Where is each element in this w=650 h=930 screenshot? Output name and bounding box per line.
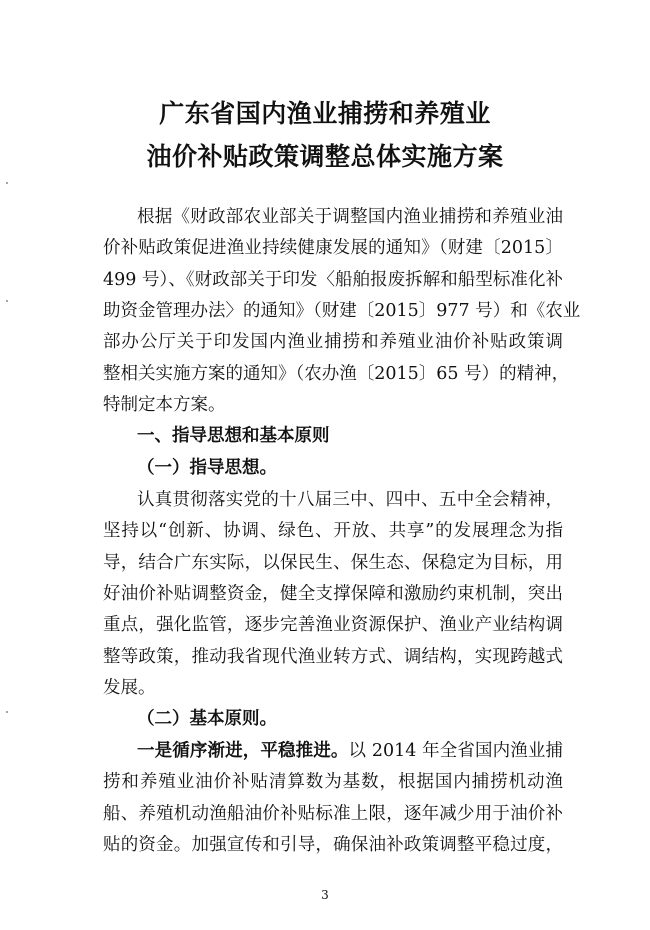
page-number: 3: [321, 888, 329, 902]
section-heading: 一、指导思想和基本原则: [137, 426, 330, 446]
intro-line: 助资金管理办法〉的通知》（财建〔2015〕977 号）和《农业: [103, 301, 581, 321]
body-line: 捞和养殖业油价补贴清算数为基数，根据国内捕捞机动渔: [103, 772, 563, 792]
body-line: 认真贯彻落实党的十八届三中、四中、五中全会精神，: [137, 490, 563, 510]
intro-line: 根据《财政部农业部关于调整国内渔业捕捞和养殖业油: [137, 207, 563, 227]
subsection-heading: （二）基本原则。: [137, 709, 277, 729]
intro-line: 部办公厅关于印发国内渔业捕捞和养殖业油价补贴政策调: [103, 332, 563, 352]
body-line: 坚持以“创新、协调、绿色、开放、共享”的发展理念为指: [103, 521, 563, 541]
intro-line: 特制定本方案。: [103, 395, 226, 415]
subsection-heading: （一）指导思想。: [137, 458, 277, 478]
body-line: 导，结合广东实际，以保民生、保生态、保稳定为目标，用: [103, 553, 563, 573]
intro-line: 价补贴政策促进渔业持续健康发展的通知》（财建〔2015〕: [103, 238, 563, 258]
document-title-line-2: 油价补贴政策调整总体实施方案: [146, 142, 504, 171]
principle-lead: 一是循序渐进，平稳推进。: [137, 741, 349, 761]
body-line: 整等政策，推动我省现代渔业转方式、调结构，实现跨越式: [103, 647, 563, 667]
body-line: 重点，强化监管，逐步完善渔业资源保护、渔业产业结构调: [103, 615, 563, 635]
body-line: 发展。: [103, 678, 156, 698]
body-line: 船、养殖机动渔船油价补贴标准上限，逐年减少用于油价补: [103, 804, 563, 824]
intro-line: 整相关实施方案的通知》（农办渔〔2015〕65 号）的精神，: [103, 364, 570, 384]
document-title-line-1: 广东省国内渔业捕捞和养殖业: [159, 99, 491, 128]
scan-mark: [6, 711, 8, 713]
scan-mark: [6, 300, 8, 302]
principle-text: 以 2014 年全省国内渔业捕: [348, 741, 563, 761]
body-line: 贴的资金。加强宣传和引导，确保油补政策调整平稳过度，: [103, 835, 563, 855]
body-line: 好油价补贴调整资金，健全支撑保障和激励约束机制，突出: [103, 584, 563, 604]
intro-line: 499 号）、《财政部关于印发〈船舶报废拆解和船型标准化补: [103, 270, 563, 290]
scan-mark: [6, 182, 8, 184]
principle-line: [137, 743, 563, 761]
